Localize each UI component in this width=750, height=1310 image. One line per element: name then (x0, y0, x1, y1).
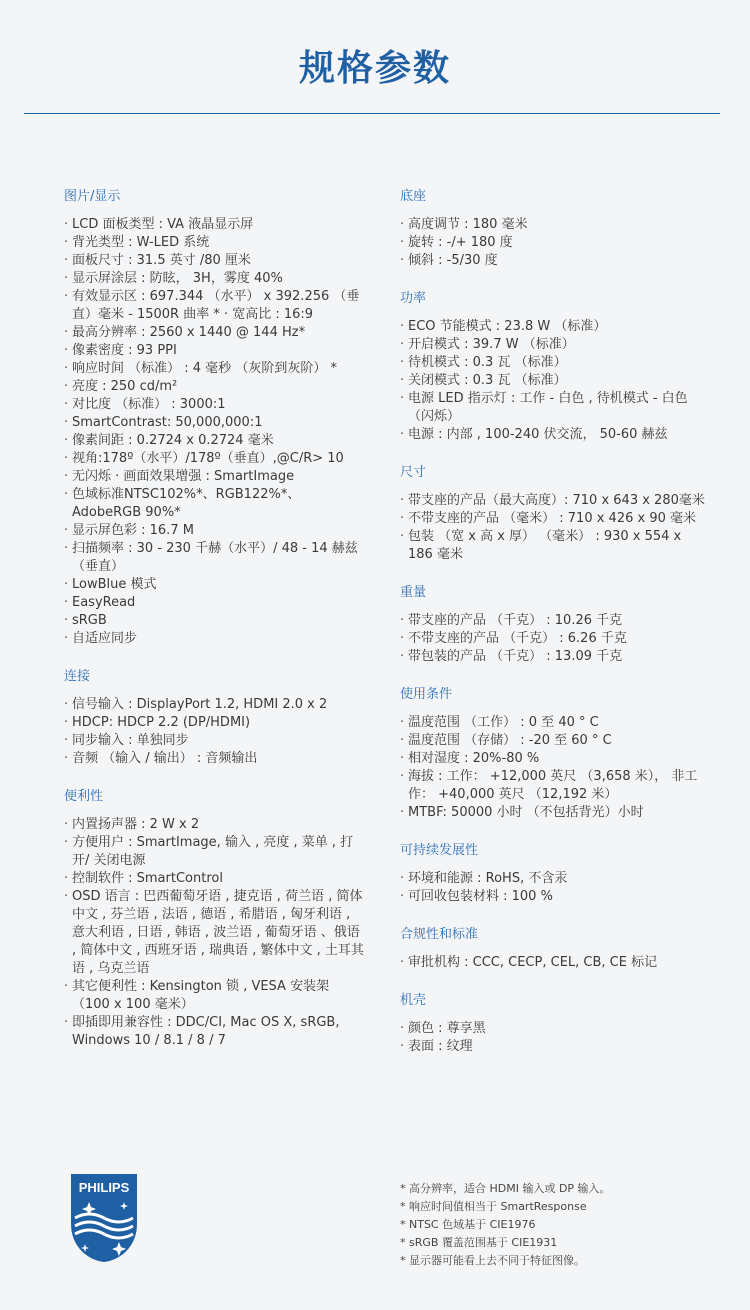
spec-item: · 有效显示区 : 697.344 （水平） x 392.256 （垂直）毫米 - 1500R 曲率 * · 宽高比 : 16:9 (64, 288, 364, 324)
spec-item: · 环境和能源 : RoHS, 不含汞 (400, 870, 710, 888)
footnote: * 显示器可能看上去不同于特征图像。 (400, 1254, 585, 1267)
spec-section (400, 686, 710, 822)
right-spec-column (400, 188, 710, 1076)
spec-section (400, 290, 710, 444)
section-heading: 功率 (400, 291, 427, 306)
spec-item: · OSD 语言 : 巴西葡萄牙语 , 捷克语 , 荷兰语 , 简体中文 , 芬兰语 , 法语 , 德语 , 希腊语 , 匈牙利语 , 意大利语 , 日语 , 韩语 , 波兰语 , 葡萄牙语 、俄语 , 简体中文 , 西班牙语 , 瑞典语 , 繁体中文 , 土耳其语 , 乌克兰语 (64, 888, 364, 978)
spec-item: · LCD 面板类型 : VA 液晶显示屏 (64, 216, 364, 234)
section-heading: 机壳 (400, 993, 427, 1008)
spec-item: · 颜色 : 尊享黑 (400, 1020, 710, 1038)
spec-item: · 待机模式 : 0.3 瓦 （标准） (400, 354, 710, 372)
spec-item: · 自适应同步 (64, 630, 364, 648)
spec-item: · 旋转 : -/+ 180 度 (400, 234, 710, 252)
spec-item: · 相对湿度 : 20%-80 % (400, 750, 710, 768)
footnotes (400, 1180, 720, 1270)
spec-item: · 无闪烁 · 画面效果增强 : SmartImage (64, 468, 364, 486)
spec-item: · 审批机构 : CCC, CECP, CEL, CB, CE 标记 (400, 954, 710, 972)
section-heading: 可持续发展性 (400, 843, 479, 858)
spec-item: · 内置扬声器 : 2 W x 2 (64, 816, 364, 834)
spec-item: · 电源 : 内部 , 100-240 伏交流， 50-60 赫兹 (400, 426, 710, 444)
section-heading: 便利性 (64, 789, 104, 804)
spec-section (400, 188, 710, 270)
section-heading: 使用条件 (400, 687, 453, 702)
spec-item: · 同步输入 : 单独同步 (64, 732, 364, 750)
spec-item: · 关闭模式 : 0.3 瓦 （标准） (400, 372, 710, 390)
spec-item: · HDCP: HDCP 2.2 (DP/HDMI) (64, 714, 364, 732)
spec-section (64, 188, 364, 648)
spec-item: · 色域标准NTSC102%*、RGB122%*、 AdobeRGB 90%* (64, 486, 364, 522)
spec-item: · 即插即用兼容性 : DDC/CI, Mac OS X, sRGB, Windows 10 / 8.1 / 8 / 7 (64, 1014, 364, 1050)
spec-item: · 显示屏色彩 : 16.7 M (64, 522, 364, 540)
section-heading: 底座 (400, 189, 427, 204)
spec-item: · 亮度 : 250 cd/m² (64, 378, 364, 396)
spec-item: · 开启模式 : 39.7 W （标准） (400, 336, 710, 354)
spec-item: · 包装 （宽 x 高 x 厚） （毫米） : 930 x 554 x 186 毫米 (400, 528, 710, 564)
spec-item: · 像素密度 : 93 PPI (64, 342, 364, 360)
footnote: * NTSC 色域基于 CIE1976 (400, 1218, 536, 1231)
spec-item: · 带支座的产品 （千克） : 10.26 千克 (400, 612, 710, 630)
philips-shield-logo (69, 1172, 139, 1264)
spec-item: · EasyRead (64, 594, 364, 612)
spec-section (64, 788, 364, 1050)
title-divider (24, 113, 720, 114)
spec-item: · 面板尺寸 : 31.5 英寸 /80 厘米 (64, 252, 364, 270)
spec-item: · 倾斜 : -5/30 度 (400, 252, 710, 270)
spec-item: · 高度调节 : 180 毫米 (400, 216, 710, 234)
footnote: * 高分辨率，适合 HDMI 输入或 DP 输入。 (400, 1182, 611, 1195)
page-title: 规格参数 (298, 48, 451, 89)
spec-item: · 对比度 （标准） : 3000:1 (64, 396, 364, 414)
spec-section (400, 842, 710, 906)
spec-item: · ECO 节能模式 : 23.8 W （标准） (400, 318, 710, 336)
section-heading: 连接 (64, 669, 91, 684)
footnote: * sRGB 覆盖范围基于 CIE1931 (400, 1236, 558, 1249)
spec-item: · 不带支座的产品 （毫米） : 710 x 426 x 90 毫米 (400, 510, 710, 528)
section-heading: 合规性和标准 (400, 927, 479, 942)
spec-item: · MTBF: 50000 小时 （不包括背光）小时 (400, 804, 710, 822)
spec-item: · 温度范围 （工作） : 0 至 40 ° C (400, 714, 710, 732)
section-heading: 图片/显示 (64, 189, 121, 204)
section-heading: 重量 (400, 585, 427, 600)
spec-item: · 音频 （输入 / 输出） : 音频输出 (64, 750, 364, 768)
spec-item: · 扫描频率 : 30 - 230 千赫（水平）/ 48 - 14 赫兹（垂直） (64, 540, 364, 576)
spec-item: · 控制软件 : SmartControl (64, 870, 364, 888)
spec-section (400, 926, 710, 972)
spec-item: · 不带支座的产品 （千克） : 6.26 千克 (400, 630, 710, 648)
spec-item: · 背光类型 : W-LED 系统 (64, 234, 364, 252)
spec-item: · 其它便利性 : Kensington 锁 , VESA 安装架 （100 x 100 毫米） (64, 978, 364, 1014)
spec-section (400, 464, 710, 564)
spec-item: · 方便用户 : SmartImage, 输入 , 亮度 , 菜单 , 打开/ 关闭电源 (64, 834, 364, 870)
footnote: * 响应时间值相当于 SmartResponse (400, 1200, 587, 1213)
spec-item: · 可回收包装材料 : 100 % (400, 888, 710, 906)
spec-section (400, 992, 710, 1056)
spec-item: · 表面 : 纹理 (400, 1038, 710, 1056)
spec-item: · 像素间距 : 0.2724 x 0.2724 毫米 (64, 432, 364, 450)
left-spec-column (64, 188, 364, 1070)
spec-item: · 信号输入 : DisplayPort 1.2, HDMI 2.0 x 2 (64, 696, 364, 714)
spec-item: · 显示屏涂层 : 防眩， 3H，雾度 40% (64, 270, 364, 288)
spec-item: · 最高分辨率 : 2560 x 1440 @ 144 Hz* (64, 324, 364, 342)
spec-item: · 海拔 : 工作： +12,000 英尺 （3,658 米）， 非工作： +40,000 英尺 （12,192 米） (400, 768, 710, 804)
spec-item: · 带包装的产品 （千克） : 13.09 千克 (400, 648, 710, 666)
spec-item: · 温度范围 （存储） : -20 至 60 ° C (400, 732, 710, 750)
spec-item: · sRGB (64, 612, 364, 630)
section-heading: 尺寸 (400, 465, 427, 480)
spec-item: · LowBlue 模式 (64, 576, 364, 594)
spec-item: · 视角:178º（水平）/178º（垂直）,@C/R> 10 (64, 450, 364, 468)
spec-item: · 响应时间 （标准） : 4 毫秒 （灰阶到灰阶） * (64, 360, 364, 378)
spec-item: · 带支座的产品（最大高度）: 710 x 643 x 280毫米 (400, 492, 710, 510)
spec-item: · SmartContrast: 50,000,000:1 (64, 414, 364, 432)
spec-item: · 电源 LED 指示灯 : 工作 - 白色 , 待机模式 - 白色 （闪烁） (400, 390, 710, 426)
spec-section (400, 584, 710, 666)
logo-text: PHILIPS (78, 1180, 130, 1195)
spec-section (64, 668, 364, 768)
